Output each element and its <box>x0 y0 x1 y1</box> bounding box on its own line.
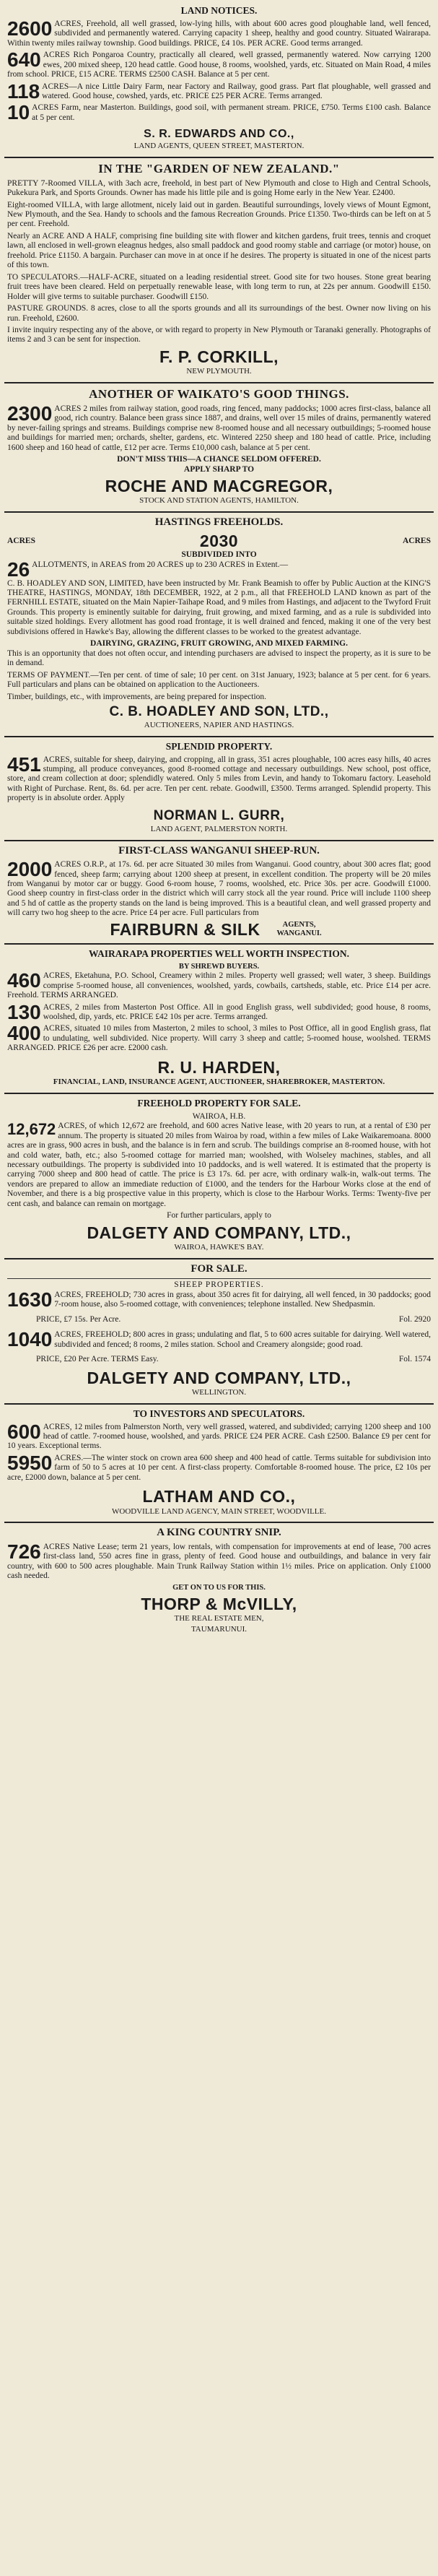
agent-address: STOCK AND STATION AGENTS, HAMILTON. <box>139 496 299 506</box>
section-heading: TO INVESTORS AND SPECULATORS. <box>133 1408 305 1419</box>
sub-heading: SHEEP PROPERTIES. <box>174 1280 264 1290</box>
wairarapa-ad <box>4 943 434 1093</box>
paragraph: PASTURE GROUNDS. 8 acres, close to all the sports grounds and all its surroundings of the best. Owner now living on his run. Freehold, £2600. <box>7 304 431 323</box>
list-item: 640 ACRES Rich Pongaroa Country, practically all cleared, well grassed, permanently watered. Now carrying 1200 ewes, 200 mixed sheep, 120 head cattle. Good house, 8 rooms, woolshed, yards, etc. Situated on Main Road, 4 miles from school. PRICE, £15 ACRE. TERMS £2500 CASH. Balance at 5 per cent. <box>7 48 431 79</box>
land-notices-ad <box>4 1 434 157</box>
agent-address: WELLINGTON. <box>191 1387 247 1397</box>
investors-ad <box>4 1403 434 1522</box>
section-heading: IN THE "GARDEN OF NEW ZEALAND." <box>98 161 340 175</box>
section-heading: HASTINGS FREEHOLDS. <box>154 516 284 529</box>
agent-name: LATHAM AND CO., <box>142 1487 296 1506</box>
sub-heading: WAIROA, H.B. <box>192 1111 246 1121</box>
agent-address: AGENTS, WANGANUI. <box>276 921 322 938</box>
price-line: PRICE, £7 15s. Per Acre. Fol. 2920 <box>36 1314 431 1324</box>
agent-address: TAUMARUNUI. <box>190 1625 248 1634</box>
agent-name: FAIRBURN & SILK <box>110 919 260 939</box>
agent-name: ROCHE AND MACGREGOR, <box>105 477 333 496</box>
section-heading: FIRST-CLASS WANGANUI SHEEP-RUN. <box>118 844 320 857</box>
sub-heading: BY SHREWD BUYERS. <box>178 962 260 971</box>
agent-name: R. U. HARDEN, <box>157 1057 281 1077</box>
paragraph: Nearly an ACRE AND A HALF, comprising fine building site with flower and kitchen gardens, fruit trees, tennis and croquet lawn, all enclosed in well-grown eleagnus hedges, also small paddock and good roomy stable and carriage (or motor) house, on freehold. Price £1150. A bargain. Purchaser can move in at once if he desires. The property is situated in one of the nicest parts of this town. <box>7 231 431 270</box>
list-item: 10 ACRES Farm, near Masterton. Buildings, good soil, with permanent stream. PRICE, £750. Terms £100 cash. Balance at 5 per cent. <box>7 101 431 124</box>
agent-name: DALGETY AND COMPANY, LTD., <box>87 1223 351 1242</box>
divider <box>7 1278 431 1279</box>
subdivided-label: SUBDIVIDED INTO <box>181 550 257 560</box>
paragraph: 2000 ACRES O.R.P., at 17s. 6d. per acre Situated 30 miles from Wanganui. Good country, about 300 acres flat; good fenced, sheep farm; carrying about 1200 sheep at present, in excellent condition. The property will be 20 miles from Wanganui by motor car or buggy. Good 6-room house, 7 rooms, woolshed, etc. Price 30s. per acre. Goodwill £1000. Good sheep country in first-class order in the district which will carry stock all the year round. Price will include 1100 sheep and 5 hd of cattle as the property stands on the land is being improved. This is a beautiful clean, and well grassed property and will carry two hog sheep to the acre. Price £4 per acre. Full particulars from <box>7 858 431 918</box>
agent-address: WAIROA, HAWKE'S BAY. <box>174 1243 264 1252</box>
agent-block <box>7 921 431 939</box>
paragraph: TERMS OF PAYMENT.—Ten per cent. of time of sale; 10 per cent. on 31st January, 1923; balance at 5 per cent. for 6 years. Full particulars and plans can be obtained on application to the Auctioneers. <box>7 670 431 690</box>
wanganui-ad <box>4 840 434 944</box>
agent-name: S. R. EDWARDS AND CO., <box>144 128 294 141</box>
acreage-number: 2030 <box>199 531 239 550</box>
paragraph: C. B. HOADLEY AND SON, LIMITED, have been instructed by Mr. Frank Beamish to offer by Public Auction at the KING'S THEATRE, HASTINGS, MONDAY, 18th DECEMBER, 1922, at 2 p.m., all that FREEHOLD LAND known as part of the FERNHILL ESTATE, situated on the Main Napier-Taihape Road, and 9 miles from Hastings, and adjacent to the Twyford Fruit Grounds. This property is eminently suitable for dairying, fruit growing, and mixed farming, and as a rule is subdivided into suitable sized holdings. Every allotment has good road frontage, it is well drained and fenced, making it one of the very best subdivisions offered in Hawke's Bay, allowing the different classes to be worked to the greatest advantage. <box>7 578 431 636</box>
agent-name: C. B. HOADLEY AND SON, LTD., <box>109 703 329 719</box>
list-item: 118 ACRES—A nice Little Dairy Farm, near Factory and Railway, good grass. Part flat ploughable, well grassed and watered. Good house, cowshed, yards, etc. PRICE £25 PER ACRE. Terms arranged. <box>7 79 431 103</box>
list-item: 2600 ACRES, Freehold, all well grassed, low-lying hills, with about 600 acres good ploughable land, well fenced, subdivided and permanently watered. Carrying capacity 1 sheep, healthy and good country. Situated Wairarapa. Within twenty miles railway township. Good buildings. PRICE, £4 10s. PER ACRE. Good terms arranged. <box>7 17 431 48</box>
agent-name: THORP & McVILLY, <box>141 1595 297 1614</box>
paragraph: I invite inquiry respecting any of the above, or with regard to property in New Plymouth or Taranaki generally. Photographs of items 2 and 3 can be sent for inspection. <box>7 325 431 344</box>
ad-list <box>7 19 431 126</box>
list-item: 600 ACRES, 12 miles from Palmerston North, very well grassed, watered, and subdivided; carrying 1200 sheep and 100 head of cattle. 7-roomed house, woolshed, and yards. PRICE £24 PER ACRE. Cash £2500. Balance £9 per cent for 10 years. Exceptional terms. <box>7 1420 431 1451</box>
splendid-property-ad <box>4 736 434 840</box>
agent-address: LAND AGENT, PALMERSTON NORTH. <box>150 824 288 833</box>
paragraph: DAIRYING, GRAZING, FRUIT GROWING, AND MIXED FARMING. <box>90 639 348 649</box>
paragraph: This is an opportunity that does not often occur, and intending purchasers are advised to inspect the property, as it is sure to be in demand. <box>7 649 431 668</box>
section-heading: FREEHOLD PROPERTY FOR SALE. <box>137 1097 301 1109</box>
section-heading: SPLENDID PROPERTY. <box>165 740 273 752</box>
waikato-ad <box>4 382 434 511</box>
list-item: 1040 ACRES, FREEHOLD; 800 acres in grass; undulating and flat, 5 to 600 acres suitable for dairying. Well watered, subdivided and fenced; 8 rooms, 2 miles station. School and Creamery alongside; good road. <box>7 1328 431 1351</box>
agent-address: NEW PLYMOUTH. <box>186 367 252 376</box>
agent-address: WOODVILLE LAND AGENCY, MAIN STREET, WOODVILLE. <box>112 1506 326 1516</box>
paragraph: PRETTY 7-Roomed VILLA, with 3ach acre, freehold, in best part of New Plymouth and close to High and Central Schools, Pukekura Park, and Sports Grounds. Owner has made his little pile and is going Home early in the New Year. £2400. <box>7 178 431 198</box>
paragraph: Timber, buildings, etc., with improvements, are being prepared for inspection. <box>7 692 267 701</box>
acreage-banner: ACRES 2030 ACRES <box>7 531 431 550</box>
list-item: 1630 ACRES, FREEHOLD; 730 acres in grass, about 350 acres fit for dairying, all well fenced, in 30 paddocks; good 7-room house, also 5-roomed cottage, with conveniences; telephone installed. New Shedpasmin. <box>7 1288 431 1311</box>
notice-line: For further particulars, apply to <box>167 1211 271 1220</box>
agent-name: NORMAN L. GURR, <box>153 807 285 823</box>
agent-address: THE REAL ESTATE MEN, <box>174 1614 264 1623</box>
paragraph: 726 ACRES Native Lease; term 21 years, low rentals, with compensation for improvements at end of lease, 700 acres first-class land, 550 acres fine in grass, plenty of feed. Good house and outbuildings, and balance in very fair country, with 600 to 500 acres ploughable. Main Trunk Railway Station within 1½ miles. Price on application. Only £1000 cash needed. <box>7 1540 431 1581</box>
notice-line: GET ON TO US FOR THIS. <box>172 1583 266 1592</box>
paragraph: TO SPECULATORS.—HALF-ACRE, situated on a leading residential street. Good site for two houses. Stone great bearing fruit trees have been cleared. Held on perpetually renewable lease, with long term to run, at 22s per annum. Goodwill £150. Holder will give terms to suitable purchaser. Goodwill £150. <box>7 272 431 301</box>
paragraph: Eight-roomed VILLA, with large allotment, nicely laid out in garden. Beautiful surroundings, lovely views of Mount Egmont, New Plymouth, and the Sea. Handy to schools and the famous Recreation Grounds. Price £1350. Two-thirds can be left on at 5 per cent. Freehold. <box>7 200 431 229</box>
paragraph: 2300 ACRES 2 miles from railway station, good roads, ring fenced, many paddocks; 1000 acres first-class, balance all good, rich country. Balance been grass since 1887, and drains, well over 15 miles of drains, permanently watered by never-failing springs and streams. Buildings comprise new 8-roomed house and all necessary outbuildings; 5-roomed house and buildings for married men; orchards, shelter, gardens, etc. Wintered 2250 sheep and 180 head of cattle. Price, including 1600 sheep and 160 head of cattle, £12 per acre. Terms £10,000 cash, balance at 5 per cent. <box>7 402 431 452</box>
section-heading: ANOTHER OF WAIKATO'S GOOD THINGS. <box>89 387 349 402</box>
section-heading: WAIRARAPA PROPERTIES WELL WORTH INSPECTION. <box>89 948 349 960</box>
agent-address: AUCTIONEERS, NAPIER AND HASTINGS. <box>144 720 294 729</box>
section-heading: LAND NOTICES. <box>180 5 258 16</box>
agent-name: F. P. CORKILL, <box>159 347 279 366</box>
notice-line: APPLY SHARP TO <box>183 464 255 474</box>
king-country-ad <box>4 1522 434 1640</box>
paragraph: 451 ACRES, suitable for sheep, dairying, and cropping, all in grass, 351 acres ploughable, 100 acres easy hills, 40 acres stumping, all produce conveyances, good 8-roomed cottage and necessary outbuildings. New school, post office, store, and cream collection at door; splendidly watered. Only 5 miles from Levin, and handy to Tokomaru factory. Leasehold with Right of Purchase. Rent, 8s. 6d. per acre. Ten per cent. rebate. Goodwill, £3500. Terms arranged. Splendid property. This property is in absolute order. Apply <box>7 753 431 803</box>
price-line: PRICE, £20 Per Acre. TERMS Easy. Fol. 1574 <box>36 1355 431 1364</box>
for-sale-ad <box>4 1258 434 1403</box>
agent-address: FINANCIAL, LAND, INSURANCE AGENT, AUCTIONEER, SHAREBROKER, MASTERTON. <box>53 1077 385 1087</box>
wairoa-ad <box>4 1093 434 1258</box>
paragraph: 12,672 ACRES, of which 12,672 are freehold, and 600 acres Native lease, with 20 years to run, at a rental of £30 per annum. The property is situated 20 miles from Wairoa by road, within a few miles of Lake Waikaremoana. 8000 acres are in grass, 900 acres in bush, and the balance is in fern and scrub. The buildings comprise an 8-roomed house, with hot and cold water, bath, etc.; also 5-roomed cottage for married man; woolshed, with Wolseley machines, stables, and all necessary outbuildings. The property is subdivided into 10 paddocks, and is well watered. It is estimated that the property is carrying 7000 sheep and 800 head of cattle. The price is £3 17s. 6d. per acre, with ordinary walk-in, walk-out terms. The vendors are prepared to allow an immediate reduction of £1000, and the tenders for the Harbour Works close at the end of November, and there is a big prospective value in this property, which is close to the Harbour Works. Terms: Twenty-five per cent cash, and balance can remain on mortgage. <box>7 1120 431 1208</box>
list-item: 5950 ACRES.—The winter stock on crown area 600 sheep and 400 head of cattle. Terms suitable for subdivision into farm of 50 to 5 acres at 10 per cent. A first-class property. Comfortable 8-roomed house. The price, £2 10s per acre, £2000 down, balance at 5 per cent. <box>7 1451 431 1482</box>
list-item: 400 ACRES, situated 10 miles from Masterton, 2 miles to school, 3 miles to Post Office, all in good English grass, flat to undulating, well subdivided. Nice property. Will carry 3 sheep and cattle; 5-roomed house, woolshed. TERMS ARRANGED. PRICE £26 per acre. £2000 cash. <box>7 1022 431 1053</box>
section-heading: FOR SALE. <box>190 1262 248 1275</box>
section-heading: A KING COUNTRY SNIP. <box>157 1527 281 1539</box>
agent-name: DALGETY AND COMPANY, LTD., <box>87 1368 351 1387</box>
newspaper-page <box>4 0 434 1640</box>
hastings-ad <box>4 511 434 735</box>
garden-ad <box>4 157 434 382</box>
list-item: 130 ACRES, 2 miles from Masterton Post Office. All in good English grass, well subdivided; good house, 8 rooms, woolshed, dip, yards, etc. PRICE £42 10s per acre. Terms arranged. <box>7 1000 431 1023</box>
list-item: 460 ACRES, Eketahuna, P.O. School, Creamery within 2 miles. Property well grassed; well water, 3 sheep. Buildings comprise 5-roomed house, all conveniences, woolshed, yards, cowbails, cartsheds, stable, etc. Price £14 per acre. Freehold. TERMS ARRANGED. <box>7 969 431 1000</box>
notice-line: DON'T MISS THIS—A CHANCE SELDOM OFFERED. <box>117 455 321 464</box>
paragraph: 26 ALLOTMENTS, in AREAS from 20 ACRES up to 230 ACRES in Extent.— <box>7 558 289 581</box>
agent-address: LAND AGENTS, QUEEN STREET, MASTERTON. <box>133 141 305 150</box>
